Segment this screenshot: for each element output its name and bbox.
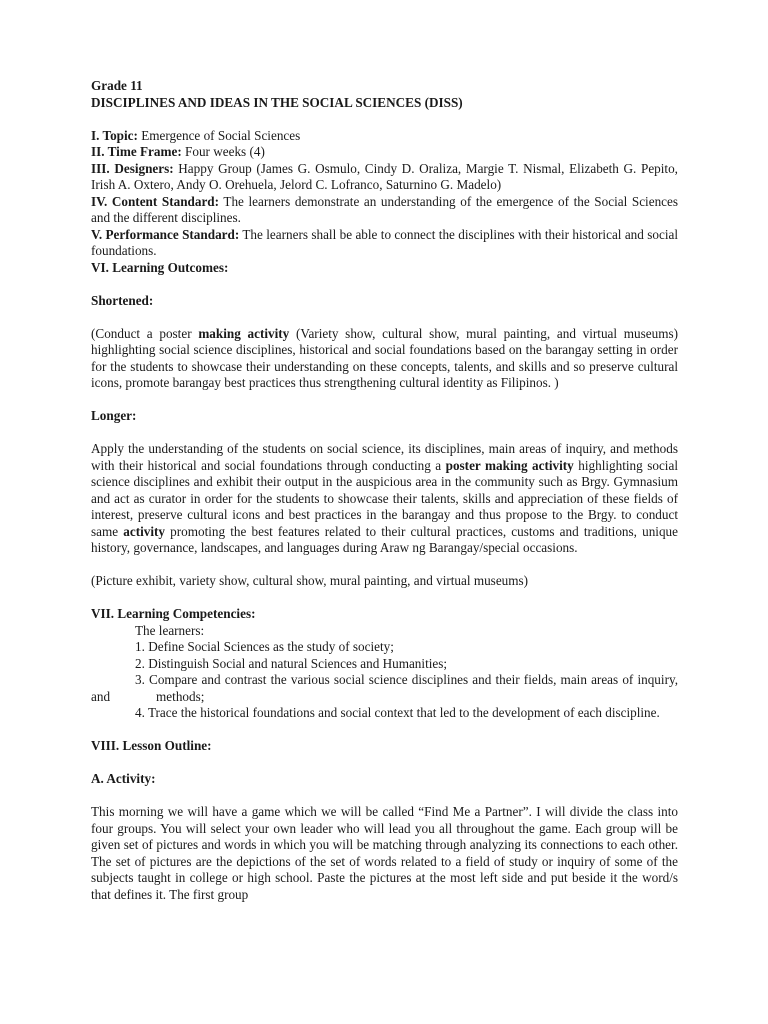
competency-item: 3. Compare and contrast the various social science disciplines and their fields, main areas of inquiry, and methods; [91,672,678,704]
longer-heading: Longer: [91,408,137,423]
competency-item: 4. Trace the historical foundations and social context that led to the development of each discipline. [135,705,660,720]
shortened-heading: Shortened: [91,292,154,308]
performance-standard-line: V. Performance Standard: The learners shall be able to connect the disciplines with their historical and social foundations. [91,226,678,258]
competency-item: 1. Define Social Sciences as the study of society; [135,639,394,654]
grade-heading: Grade 11 [91,78,143,93]
longer-note: (Picture exhibit, variety show, cultural show, mural painting, and virtual museums) [91,573,529,588]
competencies-heading: VII. Learning Competencies: [91,606,256,621]
designers-line: III. Designers: Happy Group (James G. Osmulo, Cindy D. Oraliza, Margie T. Nismal, Elizabeth G. Pepito, Irish A. Oxtero, Andy O. Orehuela, Jelord C. Lofranco, Saturnino G. Madelo) [91,160,678,192]
content-standard-line: IV. Content Standard: The learners demonstrate an understanding of the emergence of the Social Sciences and the different disciplines. [91,193,679,225]
competency-item: 2. Distinguish Social and natural Sciences and Humanities; [135,655,448,671]
shortened-paragraph: (Conduct a poster making activity (Variety show, cultural show, mural painting, and virtual museums) highlighting social science disciplines, historical and social foundations based on the barangay setting in order for the students to showcase their understanding on these concepts, talents, and skills and so preserve cultural icons, promote barangay best practices thus strengthening cultural identity as Filipinos. ) [91,325,678,390]
learning-outcomes-heading: VI. Learning Outcomes: [91,259,229,275]
document-page [91,78,678,903]
longer-paragraph: Apply the understanding of the students on social science, its disciplines, main areas of inquiry, and methods with their historical and social foundations through conducting a poster making activity highlighting social science disciplines and exhibit their output in the auspicious area in the community such as Brgy. Gymnasium and act as curator in order for the students to showcase their talents, skills and appreciation of these fields of interest, preserve cultural icons and best practices in the barangay and thus propose to the Brgy. to conduct same activity promoting the best features related to their cultural practices, customs and traditions, unique history, governance, landscapes, and languages during Araw ng Barangay/special occasions. [91,441,678,555]
activity-heading: A. Activity: [91,771,156,786]
course-title: DISCIPLINES AND IDEAS IN THE SOCIAL SCIENCES (DISS) [91,94,463,110]
activity-paragraph: This morning we will have a game which we will be called “Find Me a Partner”. I will divide the class into four groups. You will select your own leader who will lead you all throughout the game. Each group will be given set of pictures and words in which you will be matching through analyzing its connections to each other. The set of pictures are the depictions of the set of words related to a field of study or inquiry of some of the subjects taught in college or high school. Paste the pictures at the most left side and put beside it the word/s that defines it. The first group [91,804,678,902]
lesson-outline-heading: VIII. Lesson Outline: [91,738,212,753]
time-frame-line: II. Time Frame: Four weeks (4) [91,144,265,159]
competencies-intro: The learners: [135,622,205,638]
topic-line: I. Topic: Emergence of Social Sciences [91,127,301,143]
